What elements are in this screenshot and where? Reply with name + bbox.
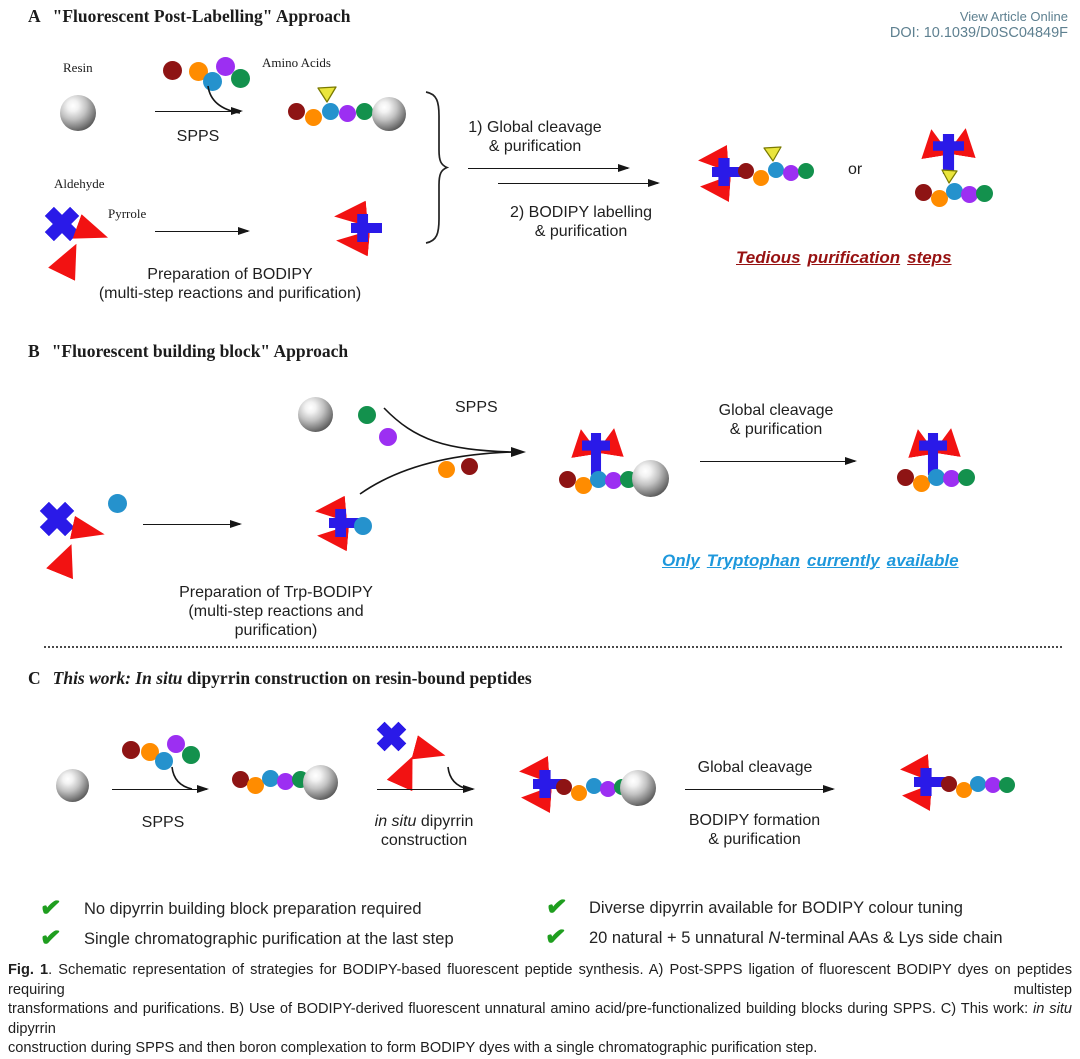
- yellow-triangle-icon: [763, 146, 782, 162]
- resin-sphere-icon: [298, 397, 333, 432]
- cleavage-line2: & purification: [729, 421, 823, 438]
- cleavage-line1: Global cleavage: [718, 402, 834, 419]
- panel-b-title: [28, 341, 348, 362]
- amino-acid-icon: [958, 469, 975, 486]
- caption-text: transformations and purifications. B) Use of BODIPY-derived fluorescent unnatural amino acid/pre-functionalized building blocks during SPPS. C) This work:: [8, 1001, 1034, 1017]
- resin-sphere-icon: [303, 765, 338, 800]
- amino-acid-icon: [999, 777, 1015, 793]
- amino-acid-icon: [122, 741, 140, 759]
- checklist-item: Diverse dipyrrin available for BODIPY colour tuning: [589, 899, 963, 917]
- panel-c-letter: C: [28, 668, 41, 688]
- doi-link[interactable]: DOI: 10.1039/D0SC04849F: [889, 25, 1068, 41]
- pyrrole-triangle-icon: [46, 539, 85, 580]
- bodipy-formation-label: [683, 811, 826, 849]
- checklist-item: No dipyrrin building block preparation required: [84, 900, 422, 918]
- caption-label: Fig. 1: [8, 962, 49, 978]
- warning-word: Tedious: [736, 248, 801, 267]
- check-icon: ✔: [543, 921, 568, 953]
- insitu-line2: construction: [380, 832, 468, 849]
- panel-c-title: [28, 668, 532, 689]
- amino-acid-icon: [163, 61, 182, 80]
- yellow-triangle-icon: [317, 86, 337, 103]
- section-divider: [44, 646, 1062, 648]
- check-icon: ✔: [38, 892, 63, 924]
- amino-acid-icon: [339, 105, 356, 122]
- reaction-arrow: [143, 524, 240, 525]
- global-cleavage-label: Global cleavage: [697, 759, 813, 776]
- resin-label: Resin: [63, 60, 93, 75]
- warning-word: steps: [907, 248, 952, 267]
- caption-line1: [8, 961, 1072, 1000]
- resin-sphere-icon: [56, 769, 89, 802]
- reaction-arrow: [155, 111, 241, 112]
- amino-acid-icon: [753, 170, 769, 186]
- amino-acid-icon: [738, 163, 754, 179]
- preparation-bodipy-label: [94, 265, 366, 303]
- amino-acid-icon: [288, 103, 305, 120]
- pyrrole-label: Pyrrole: [108, 206, 147, 221]
- resin-sphere-icon: [620, 770, 656, 806]
- panel-a-title-text: "Fluorescent Post-Labelling" Approach: [52, 6, 351, 26]
- amino-acid-icon: [976, 185, 993, 202]
- checklist-item: Single chromatographic purification at the last step: [84, 930, 454, 948]
- pyrrole-triangle-icon: [70, 516, 107, 546]
- panel-a-title: [28, 6, 350, 27]
- amino-acid-icon: [559, 471, 576, 488]
- reaction-arrow: [498, 183, 658, 184]
- spps-label: SPPS: [141, 814, 185, 831]
- figure-caption: [8, 961, 1072, 1059]
- spps-label: SPPS: [455, 399, 498, 416]
- caption-text-em: in situ: [1033, 1001, 1072, 1017]
- pyrrole-triangle-icon: [48, 237, 90, 281]
- note-word: Only: [662, 551, 700, 570]
- brace: [424, 90, 448, 245]
- amino-acid-icon: [970, 776, 986, 792]
- note-word: Tryptophan: [706, 551, 800, 570]
- step2-line2: & purification: [534, 223, 628, 240]
- caption-text: dipyrrin: [8, 1020, 56, 1037]
- note-word: currently: [806, 551, 880, 570]
- prep-sub: (multi-step reactions and purification): [188, 603, 364, 639]
- amino-acid-icon: [768, 162, 784, 178]
- tryptophan-icon: [354, 517, 372, 535]
- note-word: available: [886, 551, 959, 570]
- amino-acid-icon: [571, 785, 587, 801]
- article-links: [890, 8, 1068, 42]
- formation-line1: BODIPY formation: [688, 812, 821, 829]
- resin-sphere-icon: [632, 460, 669, 497]
- amino-acid-icon: [182, 746, 200, 764]
- checklist-item: [589, 929, 1003, 948]
- reaction-arrow: [468, 168, 628, 169]
- checklist-item-segment: N: [768, 929, 781, 947]
- step1-line2: & purification: [488, 138, 582, 155]
- amino-acid-icon: [783, 165, 799, 181]
- checklist-item-segment: 20 natural + 5 unnatural: [589, 929, 769, 947]
- amino-acid-icon: [322, 103, 339, 120]
- panel-c-title-em: This work: In situ: [52, 668, 183, 688]
- amino-acid-icon: [798, 163, 814, 179]
- global-cleavage-label: [711, 401, 841, 439]
- check-icon: ✔: [544, 891, 569, 923]
- caption-line2: [8, 1000, 1072, 1039]
- amino-acid-icon: [356, 103, 373, 120]
- prep-title: Preparation of Trp-BODIPY: [179, 584, 373, 601]
- preparation-trp-bodipy-label: [145, 583, 407, 640]
- step1-label: [460, 118, 610, 156]
- yellow-triangle-icon: [940, 169, 958, 184]
- check-icon: ✔: [38, 922, 63, 954]
- reaction-arrow: [377, 789, 473, 790]
- view-article-online-link[interactable]: View Article Online: [959, 9, 1068, 24]
- warning-word: purification: [807, 248, 901, 267]
- amino-acid-icon: [897, 469, 914, 486]
- caption-line3: construction during SPPS and then boron complexation to form BODIPY dyes with a single chromatographic purification step.: [8, 1040, 818, 1056]
- panel-b-title-text: "Fluorescent building block" Approach: [51, 341, 349, 361]
- step2-label: [506, 203, 656, 241]
- insitu-rest: dipyrrin: [416, 813, 474, 830]
- reaction-arrow: [155, 231, 248, 232]
- spps-label: SPPS: [176, 128, 220, 145]
- tryptophan-icon: [108, 494, 127, 513]
- formation-line2: & purification: [708, 831, 801, 848]
- caption-text: . Schematic representation of strategies for BODIPY-based fluorescent peptide synthesis. A) Post-SPPS ligation of fluorescent BODIPY dyes on peptides requiring multistep: [8, 962, 1073, 998]
- pyrrole-triangle-icon: [411, 735, 448, 767]
- resin-sphere-icon: [60, 95, 96, 131]
- reaction-arrow: [685, 789, 833, 790]
- prep-title: Preparation of BODIPY: [147, 266, 313, 283]
- amino-acid-icon: [941, 776, 957, 792]
- pyrrole-triangle-icon: [73, 214, 113, 250]
- panel-b-letter: B: [28, 341, 40, 361]
- spps-curved-arrow: [340, 396, 532, 506]
- step2-line1: 2) BODIPY labelling: [510, 204, 652, 221]
- amino-acids-label: Amino Acids: [262, 55, 331, 70]
- aldehyde-label: Aldehyde: [54, 176, 105, 191]
- tryptophan-note: [662, 551, 959, 571]
- insitu-em: in situ: [374, 813, 417, 830]
- prep-sub: (multi-step reactions and purification): [98, 285, 362, 302]
- amino-acid-icon: [305, 109, 322, 126]
- reaction-arrow: [112, 789, 207, 790]
- panel-c-title-rest: dipyrrin construction on resin-bound peptides: [182, 668, 532, 688]
- panel-a-letter: A: [28, 6, 41, 26]
- tedious-purification-warning: [736, 248, 952, 268]
- checklist-item-segment: -terminal AAs & Lys side chain: [780, 929, 1003, 947]
- insitu-dipyrrin-label: [368, 812, 480, 850]
- or-label: or: [848, 161, 863, 178]
- amino-acid-icon: [915, 184, 932, 201]
- aldehyde-x-icon: [370, 715, 414, 759]
- resin-sphere-icon: [372, 97, 406, 131]
- amino-acid-icon: [556, 779, 572, 795]
- reaction-arrow: [700, 461, 855, 462]
- step1-line1: 1) Global cleavage: [468, 119, 602, 136]
